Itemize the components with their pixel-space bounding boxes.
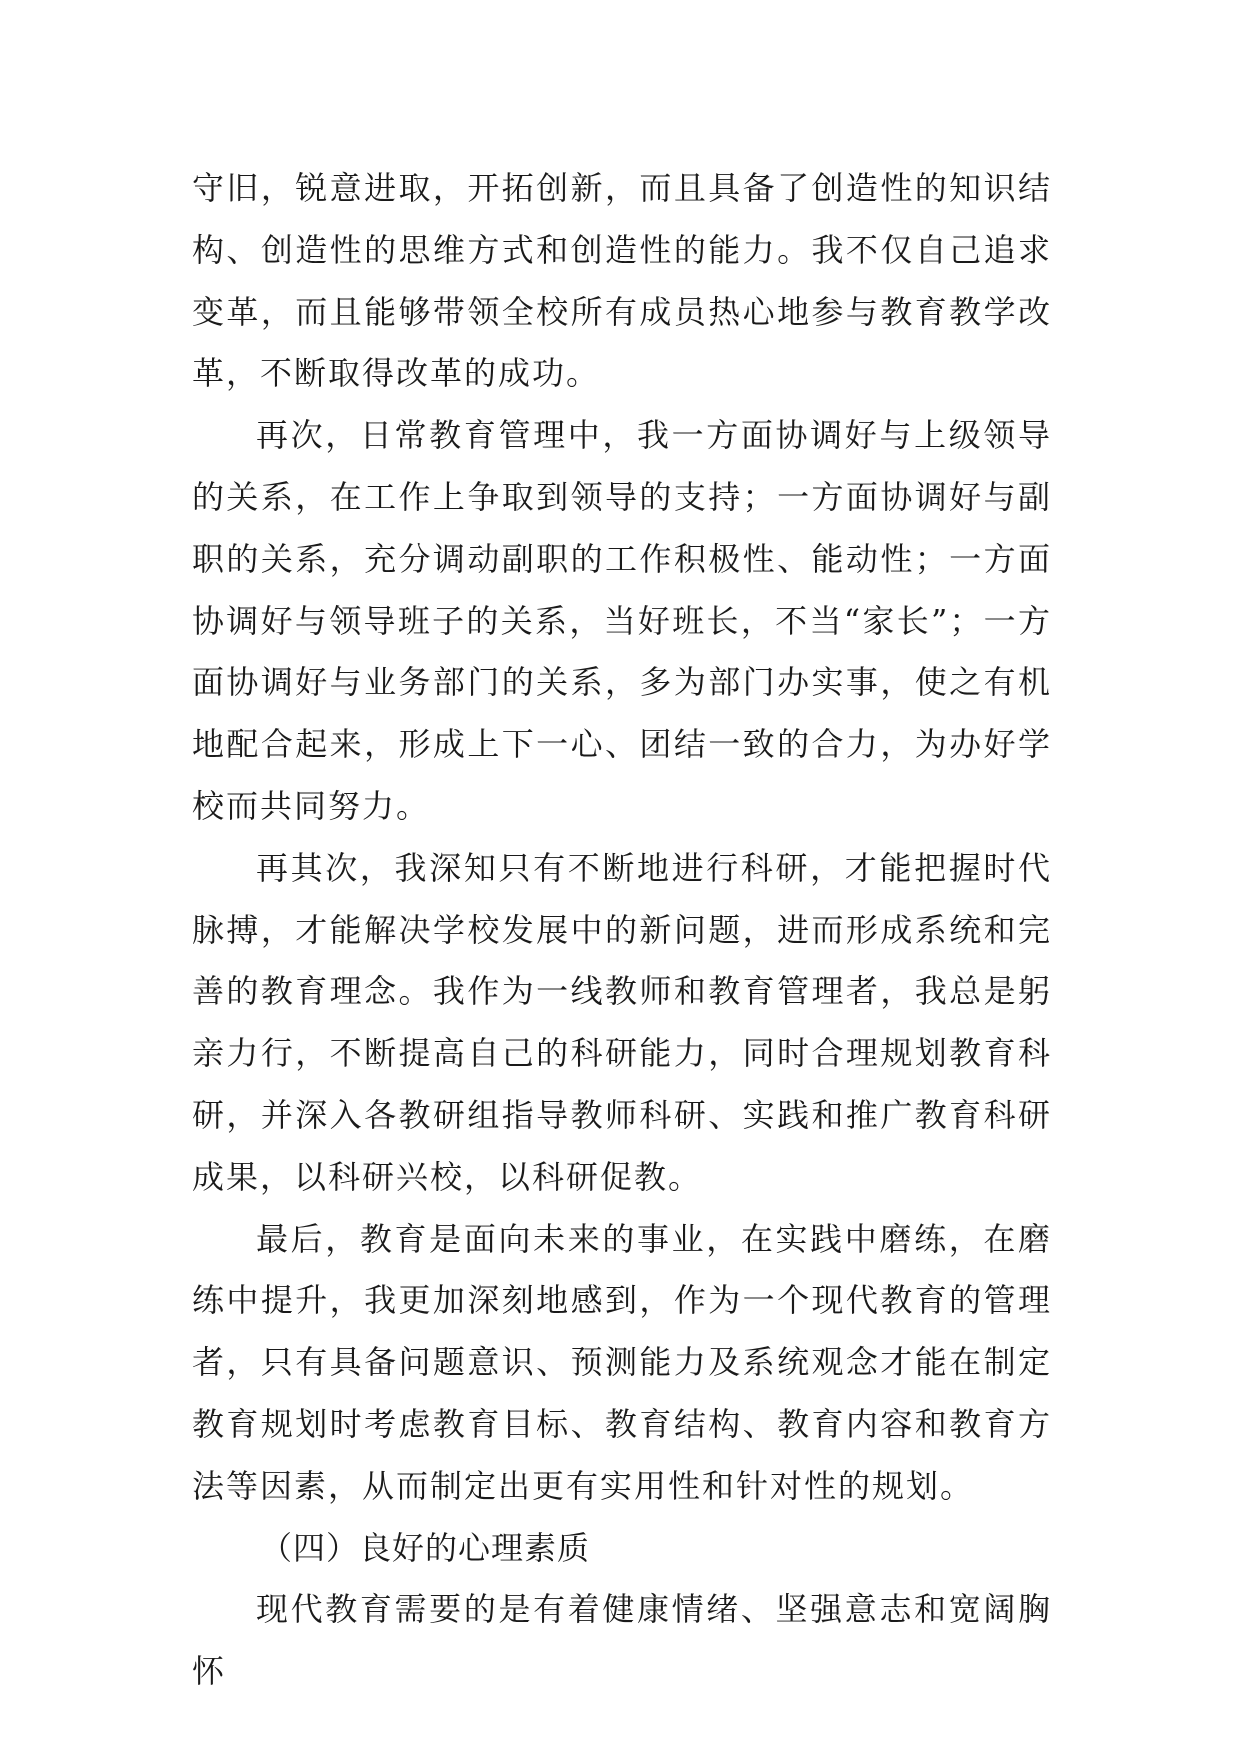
section-heading: （四）良好的心理素质	[260, 1528, 591, 1567]
paragraph-1: 守旧，锐意进取，开拓创新，而且具备了创造性的知识结构、创造性的思维方式和创造性的能力。我不仅自己追求变革，而且能够带领全校所有成员热心地参与教育教学改革，不断取得改革的成功。	[192, 169, 1052, 393]
paragraph-2: 再次，日常教育管理中，我一方面协调好与上级领导的关系，在工作上争取到领导的支持；一方面协调好与副职的关系，充分调动副职的工作积极性、能动性；一方面协调好与领导班子的关系，当好班长，不当“家长”；一方面协调好与业务部门的关系，多为部门办实事，使之有机地配合起来，形成上下一心、团结一致的合力，为办好学校而共同努力。	[192, 416, 1052, 825]
document-body	[192, 158, 1052, 1703]
closing-paragraph: 现代教育需要的是有着健康情绪、坚强意志和宽阔胸怀	[192, 1590, 1052, 1691]
paragraph-4: 最后，教育是面向未来的事业，在实践中磨练，在磨练中提升，我更加深刻地感到，作为一个现代教育的管理者，只有具备问题意识、预测能力及系统观念才能在制定教育规划时考虑教育目标、教育结构、教育内容和教育方法等因素，从而制定出更有实用性和针对性的规划。	[192, 1219, 1052, 1505]
paragraph-3: 再其次，我深知只有不断地进行科研，才能把握时代脉搏，才能解决学校发展中的新问题，进而形成系统和完善的教育理念。我作为一线教师和教育管理者，我总是躬亲力行，不断提高自己的科研能力，同时合理规划教育科研，并深入各教研组指导教师科研、实践和推广教育科研成果，以科研兴校，以科研促教。	[192, 848, 1052, 1196]
